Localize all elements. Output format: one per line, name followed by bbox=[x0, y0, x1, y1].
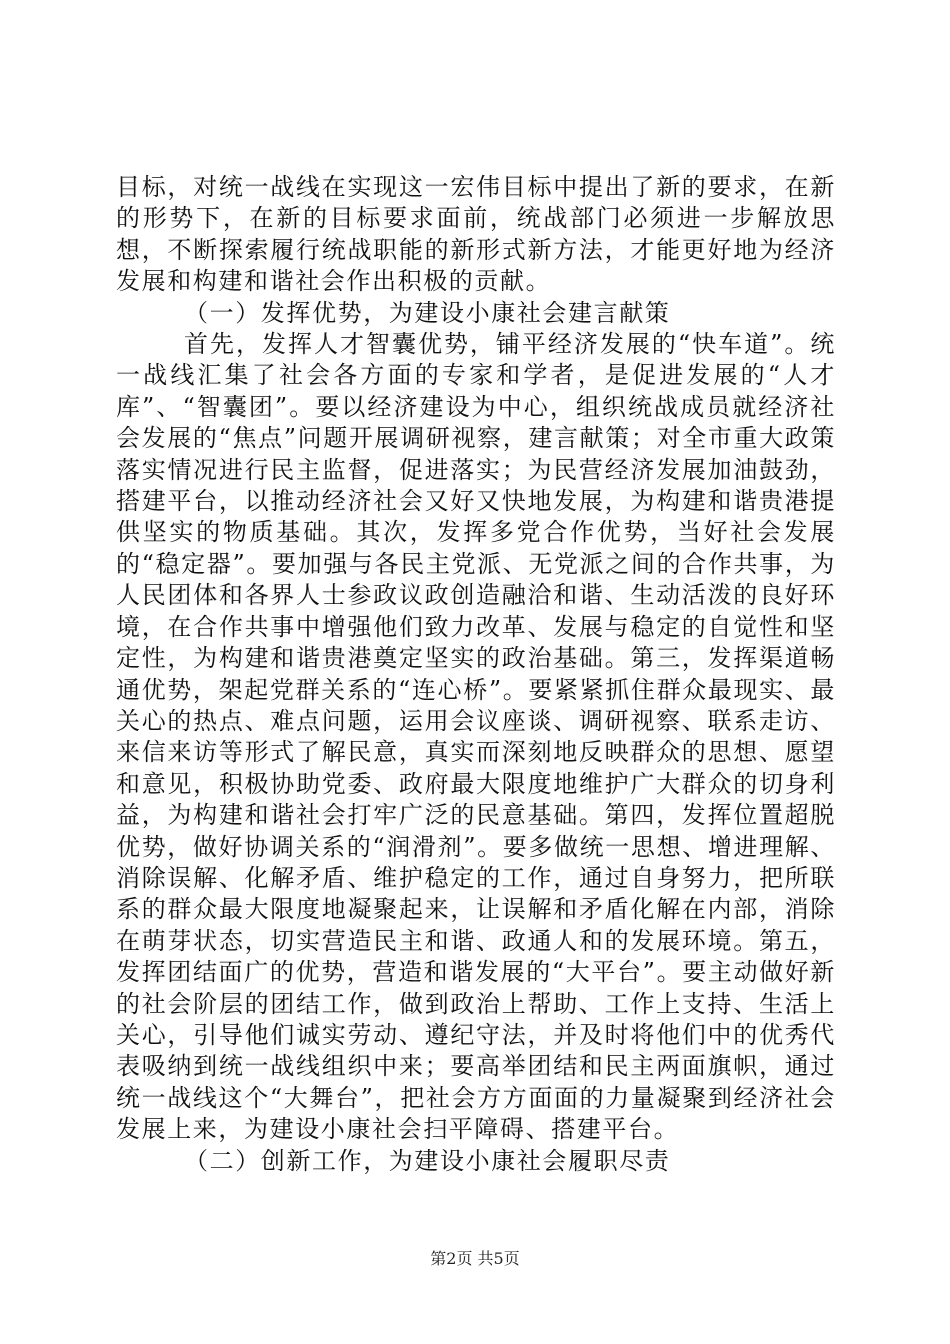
section-heading-1: （一）发挥优势，为建设小康社会建言献策 bbox=[184, 298, 671, 327]
section-heading-2: （二）创新工作，为建设小康社会履职尽责 bbox=[184, 1146, 671, 1175]
paragraph-continuation: 目标，对统一战线在实现这一宏伟目标中提出了新的要求，在新的形势下，在新的目标要求面前，统战部门必须进一步解放思想，不断探索履行统战职能的新形式新方法，才能更好地为经济发展和构建和谐社会作出积极的贡献。 bbox=[116, 173, 836, 296]
document-body bbox=[116, 172, 836, 1177]
page-footer: 第2页 共5页 bbox=[430, 1249, 520, 1268]
paragraph-main: 首先，发挥人才智囊优势，铺平经济发展的“快车道”。统一战线汇集了社会各方面的专家和学者，是促进发展的“人才库”、“智囊团”。要以经济建设为中心，组织统战成员就经济社会发展的“焦点”问题开展调研视察，建言献策；对全市重大政策落实情况进行民主监督，促进落实；为民营经济发展加油鼓劲，搭建平台，以推动经济社会又好又快地发展，为构建和谐贵港提供坚实的物质基础。其次，发挥多党合作优势，当好社会发展的“稳定器”。要加强与各民主党派、无党派之间的合作共事，为人民团体和各界人士参政议政创造融洽和谐、生动活泼的良好环境，在合作共事中增强他们致力改革、发展与稳定的自觉性和坚定性，为构建和谐贵港奠定坚实的政治基础。第三，发挥渠道畅通优势，架起党群关系的“连心桥”。要紧紧抓住群众最现实、最关心的热点、难点问题，运用会议座谈、调研视察、联系走访、来信来访等形式了解民意，真实而深刻地反映群众的思想、愿望和意见，积极协助党委、政府最大限度地维护广大群众的切身利益，为构建和谐社会打牢广泛的民意基础。第四，发挥位置超脱优势，做好协调关系的“润滑剂”。要多做统一思想、增进理解、消除误解、化解矛盾、维护稳定的工作，通过自身努力，把所联系的群众最大限度地凝聚起来，让误解和矛盾化解在内部，消除在萌芽状态，切实营造民主和谐、政通人和的发展环境。第五，发挥团结面广的优势，营造和谐发展的“大平台”。要主动做好新的社会阶层的团结工作，做到政治上帮助、工作上支持、生活上关心，引导他们诚实劳动、遵纪守法，并及时将他们中的优秀代表吸纳到统一战线组织中来；要高举团结和民主两面旗帜，通过统一战线这个“大舞台”，把社会方方面面的力量凝聚到经济社会发展上来，为建设小康社会扫平障碍、搭建平台。 bbox=[116, 330, 836, 1144]
